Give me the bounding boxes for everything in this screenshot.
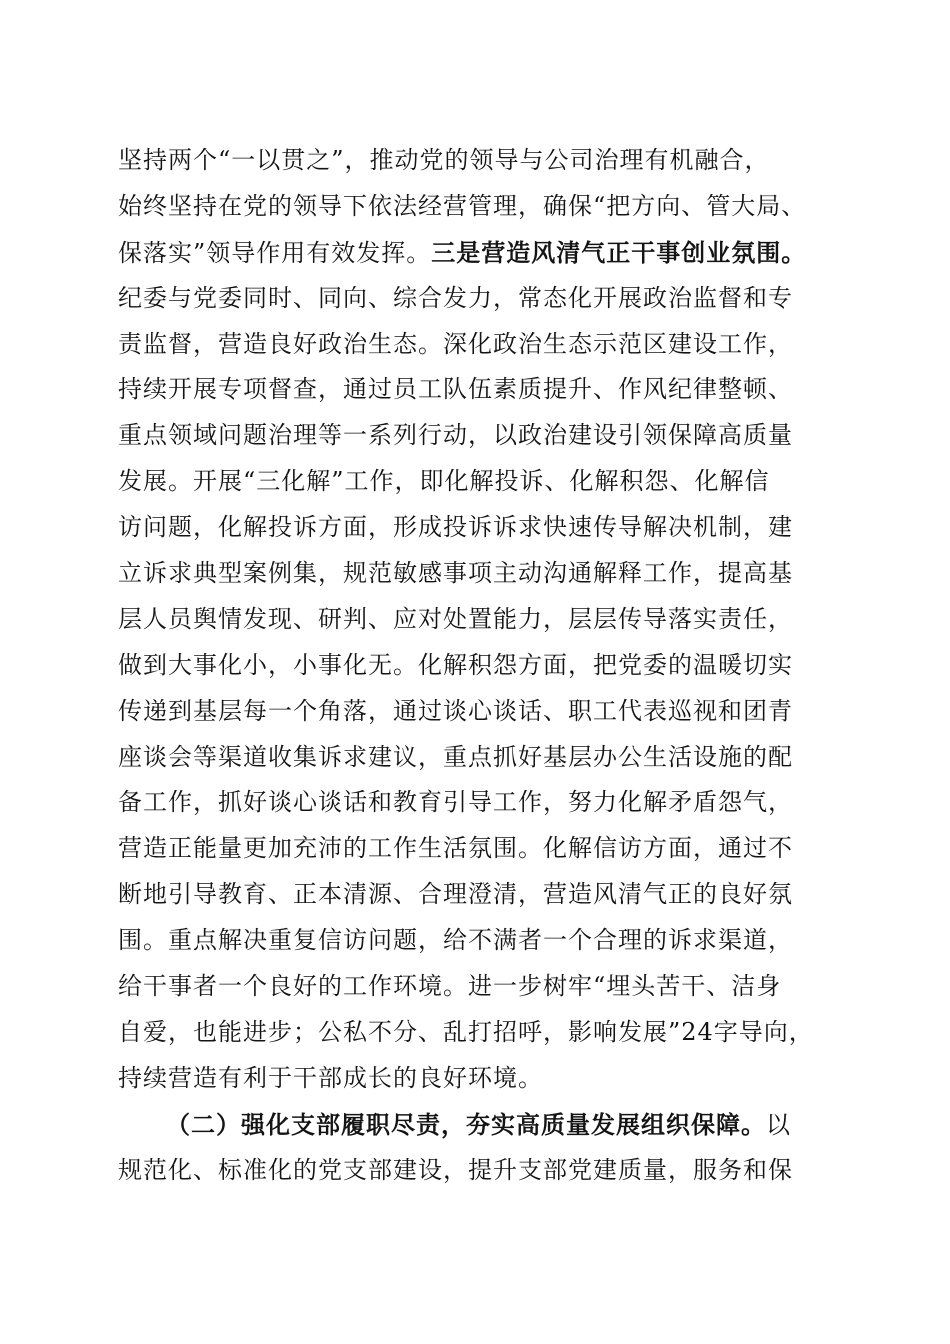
text-line: 传递到基层每一个角落，通过谈心谈话、职工代表巡视和团青 [118, 696, 793, 725]
text-line: 访问题，化解投诉方面，形成投诉诉求快速传导解决机制，建 [118, 513, 793, 542]
text-line: 责监督，营造良好政治生态。深化政治生态示范区建设工作， [118, 329, 793, 358]
section-heading: （二）强化支部履职尽责，夯实高质量发展组织保障。 [166, 1109, 766, 1139]
text-line: 围。重点解决重复信访问题，给不满者一个合理的诉求渠道， [118, 926, 793, 955]
text-line: 自爱，也能进步；公私不分、乱打招呼，影响发展”24字导向， [118, 1017, 814, 1046]
text-line: 规范化、标准化的党支部建设，提升支部党建质量，服务和保 [118, 1155, 793, 1184]
text-line: 始终坚持在党的领导下依法经营管理，确保“把方向、管大局、 [118, 191, 807, 220]
text-line: 立诉求典型案例集，规范敏感事项主动沟通解释工作，提高基 [118, 559, 793, 588]
text-line: 做到大事化小，小事化无。化解积怨方面，把党委的温暖切实 [118, 650, 793, 679]
text-line [118, 230, 838, 276]
document-body [118, 138, 838, 1193]
text-line: 营造正能量更加充沛的工作生活氛围。化解信访方面，通过不 [118, 834, 793, 863]
section-heading-line [118, 1102, 838, 1148]
text-run: 保落实”领导作用有效发挥。 [118, 238, 432, 267]
text-line: 备工作，抓好谈心谈话和教育引导工作，努力化解矛盾怨气， [118, 788, 793, 817]
text-run: 以 [766, 1110, 791, 1139]
text-line: 座谈会等渠道收集诉求建议，重点抓好基层办公生活设施的配 [118, 742, 793, 771]
text-line: 断地引导教育、正本清源、合理澄清，营造风清气正的良好氛 [118, 880, 793, 909]
text-line: 发展。开展“三化解”工作，即化解投诉、化解积怨、化解信 [118, 467, 770, 496]
text-line: 持续开展专项督查，通过员工队伍素质提升、作风纪律整顿、 [118, 375, 793, 404]
text-line: 坚持两个“一以贯之”，推动党的领导与公司治理有机融合， [118, 146, 770, 174]
text-line: 持续营造有利于干部成长的良好环境。 [118, 1063, 543, 1092]
text-line: 纪委与党委同时、同向、综合发力，常态化开展政治监督和专 [118, 283, 793, 312]
bold-subheading: 三是营造风清气正干事创业氛围。 [431, 237, 807, 267]
text-line: 重点领域问题治理等一系列行动，以政治建设引领保障高质量 [118, 421, 793, 450]
text-line: 层人员舆情发现、研判、应对处置能力，层层传导落实责任， [118, 604, 793, 633]
text-line: 给干事者一个良好的工作环境。进一步树牢“埋头苦干、洁身 [118, 972, 782, 1001]
